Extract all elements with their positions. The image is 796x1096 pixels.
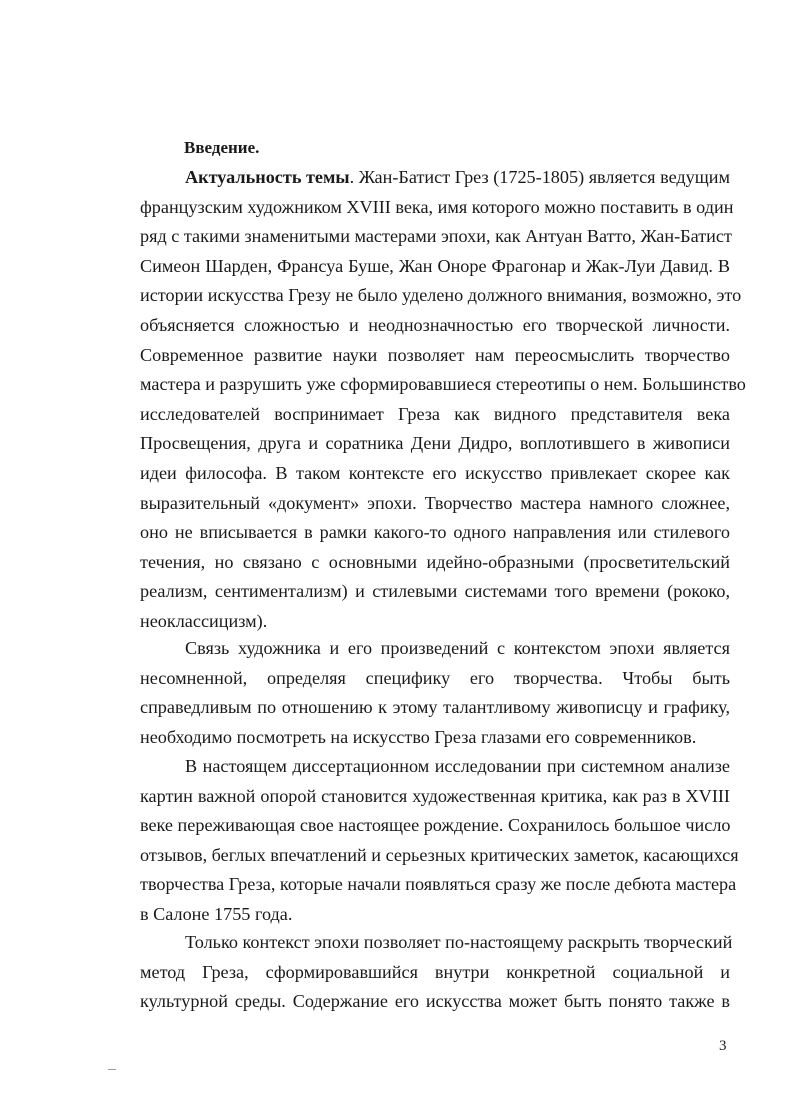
text-line: отзывов, беглых впечатлений и серьезных критических заметок, касающихся	[140, 844, 739, 865]
text-line: течения, но связано с основными идейно-образными (просветительский	[140, 551, 730, 572]
text-line: Только контекст эпохи позволяет по-настоящему раскрыть творческий	[185, 932, 733, 952]
text-line: Современное развитие науки позволяет нам переосмыслить творчество	[140, 344, 730, 365]
text-line: культурной среды. Содержание его искусства может быть понято также в	[140, 991, 730, 1012]
text-line: идеи философа. В таком контексте его искусство привлекает скорее как	[140, 462, 730, 483]
text-line: картин важной опорой становится художественная критика, как раз в XVIII	[140, 785, 730, 806]
text-line: Актуальность темы. Жан-Батист Грез (1725-1805) является ведущим	[185, 167, 730, 187]
text-line: необходимо посмотреть на искусство Греза глазами его современников.	[140, 726, 697, 747]
text-line: оно не вписывается в рамки какого-то одного направления или стилевого	[140, 522, 730, 543]
relevance-lead: Актуальность темы	[185, 167, 350, 187]
text-line: объясняется сложностью и неоднозначностью его творческой личности.	[140, 314, 730, 335]
text-line: французским художником XVIII века, имя которого можно поставить в один	[140, 196, 734, 217]
text-line: неоклассицизм).	[140, 610, 268, 631]
paragraph-context	[140, 634, 730, 752]
scan-artifact	[108, 1069, 116, 1070]
section-heading: Введение.	[184, 138, 260, 157]
text-line: исследователей воспринимает Греза как видного представителя века	[140, 403, 730, 424]
text-line: в Салоне 1755 года.	[140, 903, 293, 924]
text-line: выразительный «документ» эпохи. Творчество мастера намного сложнее,	[140, 492, 730, 513]
text-line: истории искусства Грезу не было уделено должного внимания, возможно, это	[140, 285, 742, 306]
paragraph-method	[140, 928, 733, 1017]
text-line: реализм, сентиментализм) и стилевыми системами того времени (рококо,	[140, 581, 730, 602]
text-line: метод Греза, сформировавшийся внутри конкретной социальной и	[140, 961, 730, 982]
text-line: творчества Греза, которые начали появляться сразу же после дебюта мастера	[140, 874, 737, 895]
text-line: Симеон Шарден, Франсуа Буше, Жан Оноре Фрагонар и Жак-Луи Давид. В	[140, 255, 730, 276]
text-line: несомненной, определяя специфику его творчества. Чтобы быть	[140, 667, 730, 688]
page-number: 3	[719, 1038, 727, 1054]
text-line: Связь художника и его произведений с контекстом эпохи является	[185, 638, 730, 658]
text-line: справедливым по отношению к этому талантливому живописцу и графику,	[140, 697, 730, 718]
text-line: ряд с такими знаменитыми мастерами эпохи, как Антуан Ватто, Жан-Батист	[140, 226, 732, 247]
paragraph-criticism	[140, 752, 739, 930]
text-line: Просвещения, друга и соратника Дени Дидро, воплотившего в живописи	[140, 433, 730, 454]
text-line: мастера и разрушить уже сформировавшиеся стереотипы о нем. Большинство	[140, 374, 746, 395]
text-line: веке переживающая свое настоящее рождение. Сохранилось большое число	[140, 815, 731, 836]
text-line: В настоящем диссертационном исследовании при системном анализе	[185, 756, 730, 776]
paragraph-relevance	[140, 163, 746, 637]
